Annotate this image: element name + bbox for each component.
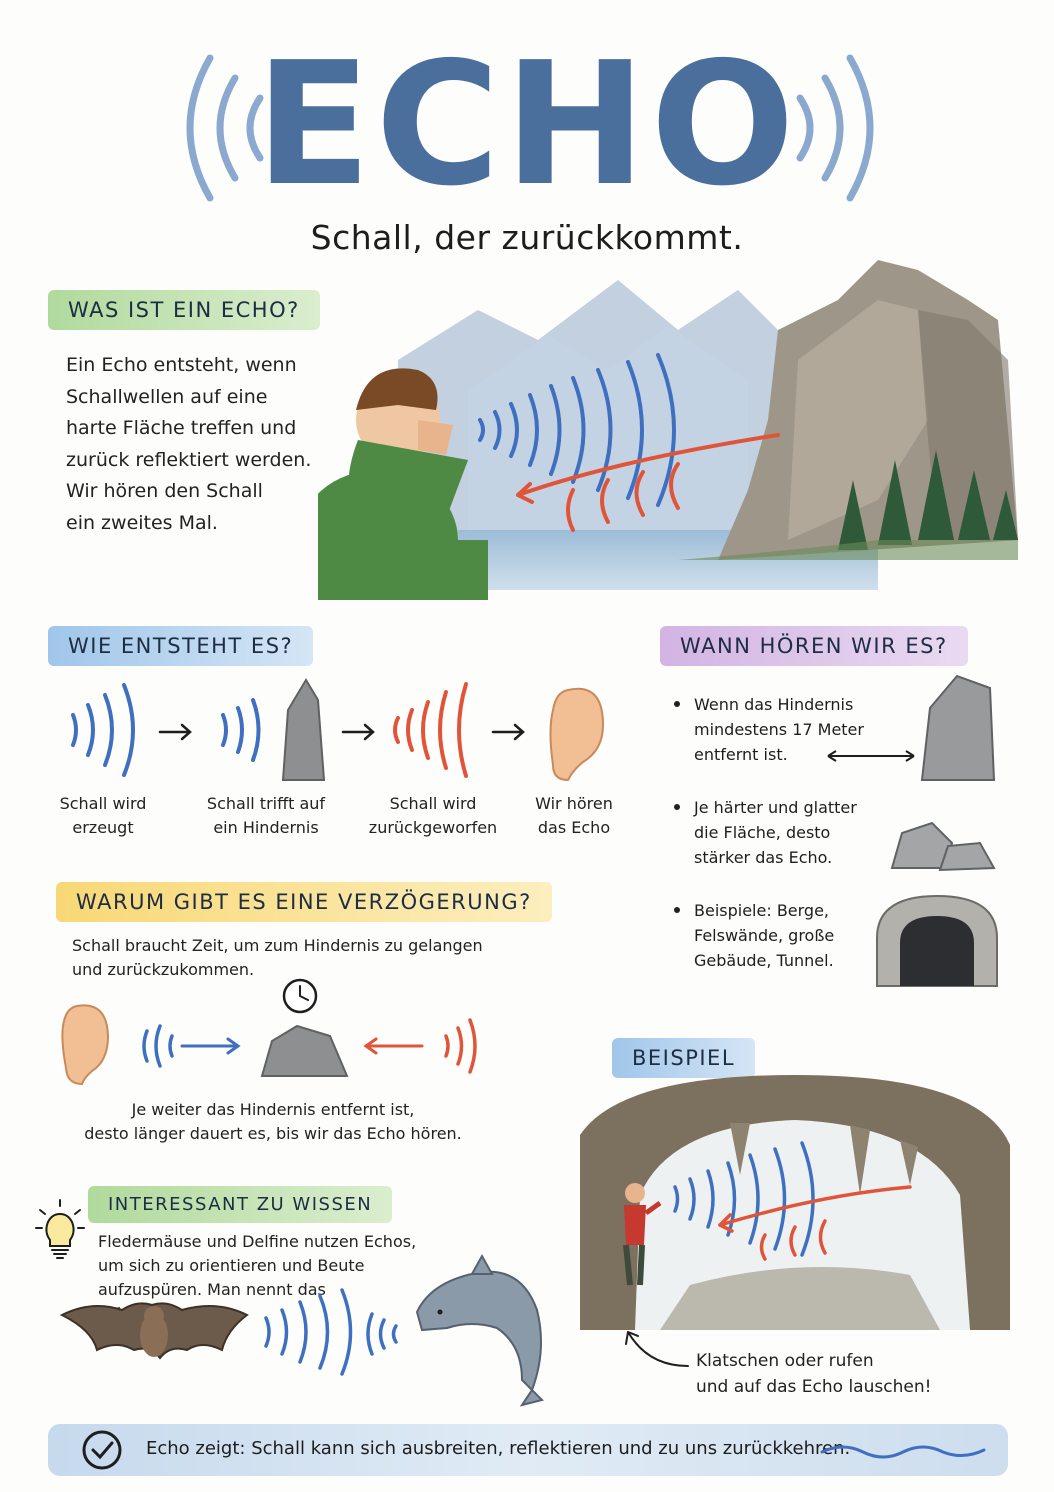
step-label: das Echo	[537, 818, 611, 837]
what-line: harte Fläche treffen und	[66, 417, 297, 439]
header-what-is-echo: WAS IST EIN ECHO?	[48, 290, 320, 330]
ear-icon	[551, 689, 604, 780]
tunnel-icon	[877, 896, 997, 986]
rock-icon	[262, 1026, 347, 1076]
bullet-line: Je härter und glatter	[694, 798, 857, 817]
bat-icon	[62, 1303, 247, 1358]
bullet-line: entfernt ist.	[694, 745, 788, 764]
step-label: erzeugt	[72, 818, 134, 837]
delay-intro-line: Schall braucht Zeit, um zum Hindernis zu gelangen	[72, 936, 483, 955]
double-arrow-icon	[828, 751, 914, 761]
header-example: BEISPIEL	[612, 1038, 755, 1078]
clock-icon	[284, 980, 316, 1012]
how-step-2	[196, 792, 336, 840]
example-caption	[696, 1348, 996, 1400]
sound-wave-icon	[144, 1026, 172, 1066]
sound-wave-icon	[266, 1290, 396, 1374]
when-illustrations	[822, 668, 1002, 998]
delay-outro-line: desto länger dauert es, bis wir das Echo hören.	[84, 1124, 462, 1143]
step-label: Schall wird	[389, 794, 477, 813]
header-when-we-hear: WANN HÖREN WIR ES?	[660, 626, 968, 666]
rock-icon	[922, 676, 994, 780]
how-step-1	[48, 792, 158, 840]
delay-outro	[48, 1098, 498, 1146]
delay-intro-line: und zurückzukommen.	[72, 960, 255, 979]
sound-wave-icon	[73, 685, 133, 775]
wavy-line-icon	[818, 1440, 988, 1462]
delay-intro	[72, 934, 512, 982]
bullet-line: Wenn das Hindernis	[694, 695, 854, 714]
echolocation-illustration	[52, 1250, 562, 1410]
step-label: Schall trifft auf	[206, 794, 326, 813]
how-step-3	[368, 792, 498, 840]
rock-icon	[892, 823, 994, 870]
how-steps-diagram	[48, 670, 628, 790]
bullet-line: die Fläche, desto	[694, 823, 831, 842]
cave-echo-illustration	[580, 1075, 1010, 1330]
bullet-line: mindestens 17 Meter	[694, 720, 864, 739]
caption-line: und auf das Echo lauschen!	[696, 1377, 932, 1397]
arrow-right-icon	[160, 725, 523, 739]
bullet-line: Gebäude, Tunnel.	[694, 951, 834, 970]
delay-outro-line: Je weiter das Hindernis entfernt ist,	[131, 1100, 415, 1119]
rock-icon	[283, 680, 324, 780]
page-title: ECHO	[255, 26, 799, 224]
what-line: Wir hören den Schall	[66, 480, 263, 502]
bullet-line: Beispiele: Berge,	[694, 901, 830, 920]
fact-line: um sich zu orientieren und Beute	[98, 1256, 365, 1275]
dolphin-icon	[417, 1256, 542, 1405]
delay-diagram	[52, 976, 492, 1086]
what-line: ein zweites Mal.	[66, 511, 218, 534]
header-how-it-forms: WIE ENTSTEHT ES?	[48, 626, 313, 666]
fact-line: Fledermäuse und Delfine nutzen Echos,	[98, 1232, 417, 1251]
header-why-delay: WARUM GIBT ES EINE VERZÖGERUNG?	[56, 882, 552, 922]
footer-summary: Echo zeigt: Schall kann sich ausbreiten, reflektieren und zu uns zurückkehren.	[146, 1438, 851, 1459]
step-label: zurückgeworfen	[368, 818, 498, 837]
curved-arrow-icon	[618, 1324, 692, 1374]
what-line: Schallwellen auf eine	[66, 385, 268, 408]
step-label: Wir hören	[535, 794, 613, 813]
ear-icon	[62, 1005, 108, 1084]
what-line: Ein Echo entsteht, wenn	[66, 354, 297, 376]
step-label: ein Hindernis	[213, 818, 319, 837]
bullet-line: stärker das Echo.	[694, 848, 833, 867]
mountain-echo-illustration	[318, 240, 1018, 600]
what-is-echo-text	[66, 350, 336, 539]
caption-line: Klatschen oder rufen	[696, 1351, 874, 1371]
sound-wave-icon	[446, 1020, 475, 1072]
what-line: zurück reflektiert werden.	[66, 448, 312, 471]
page-subtitle: Schall, der zurückkommt.	[310, 218, 744, 257]
bullet-line: Felswände, große	[694, 926, 835, 945]
sound-wave-icon	[223, 700, 259, 760]
step-label: Schall wird	[59, 794, 147, 813]
header-fun-fact: INTERESSANT ZU WISSEN	[88, 1186, 392, 1223]
sound-wave-icon	[395, 684, 466, 776]
how-step-4	[524, 792, 624, 840]
check-circle-icon	[80, 1428, 124, 1472]
fact-line: aufzuspüren. Man nennt das	[98, 1280, 326, 1299]
